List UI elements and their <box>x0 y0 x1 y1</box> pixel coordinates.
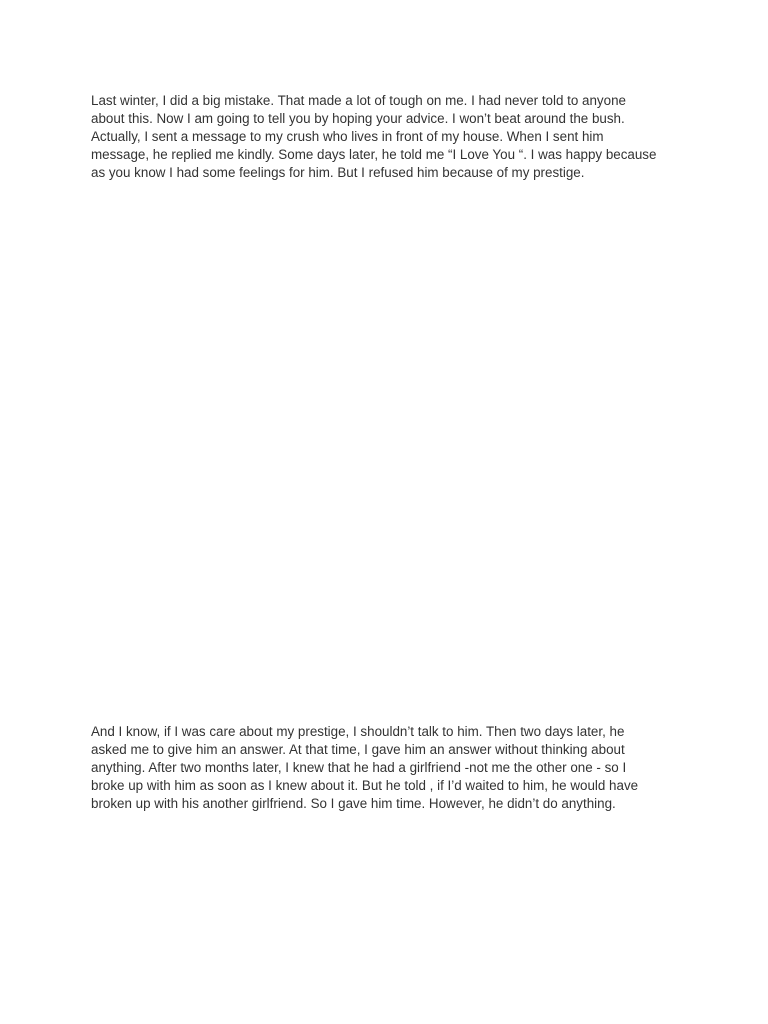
paragraph-line: And I know, if I was care about my prestige, I shouldn’t talk to him. Then two days later, he <box>91 724 625 739</box>
paragraph-line: anything. After two months later, I knew that he had a girlfriend -not me the other one - so I <box>91 760 627 775</box>
paragraph-line: broken up with his another girlfriend. So I gave him time. However, he didn’t do anything. <box>91 796 616 811</box>
paragraph-line: broke up with him as soon as I knew about it. But he told , if I’d waited to him, he would have <box>91 778 639 793</box>
paragraph-line: asked me to give him an answer. At that time, I gave him an answer without thinking about <box>91 742 625 757</box>
paragraph-line: Actually, I sent a message to my crush who lives in front of my house. When I sent him <box>91 129 604 144</box>
paragraph-line: message, he replied me kindly. Some days later, he told me “I Love You “. I was happy because <box>91 147 657 162</box>
paragraph-line: as you know I had some feelings for him. But I refused him because of my prestige. <box>91 165 585 180</box>
paragraph-line: Last winter, I did a big mistake. That made a lot of tough on me. I had never told to anyone <box>91 93 626 108</box>
paragraph-line: about this. Now I am going to tell you by hoping your advice. I won’t beat around the bush. <box>91 111 625 126</box>
